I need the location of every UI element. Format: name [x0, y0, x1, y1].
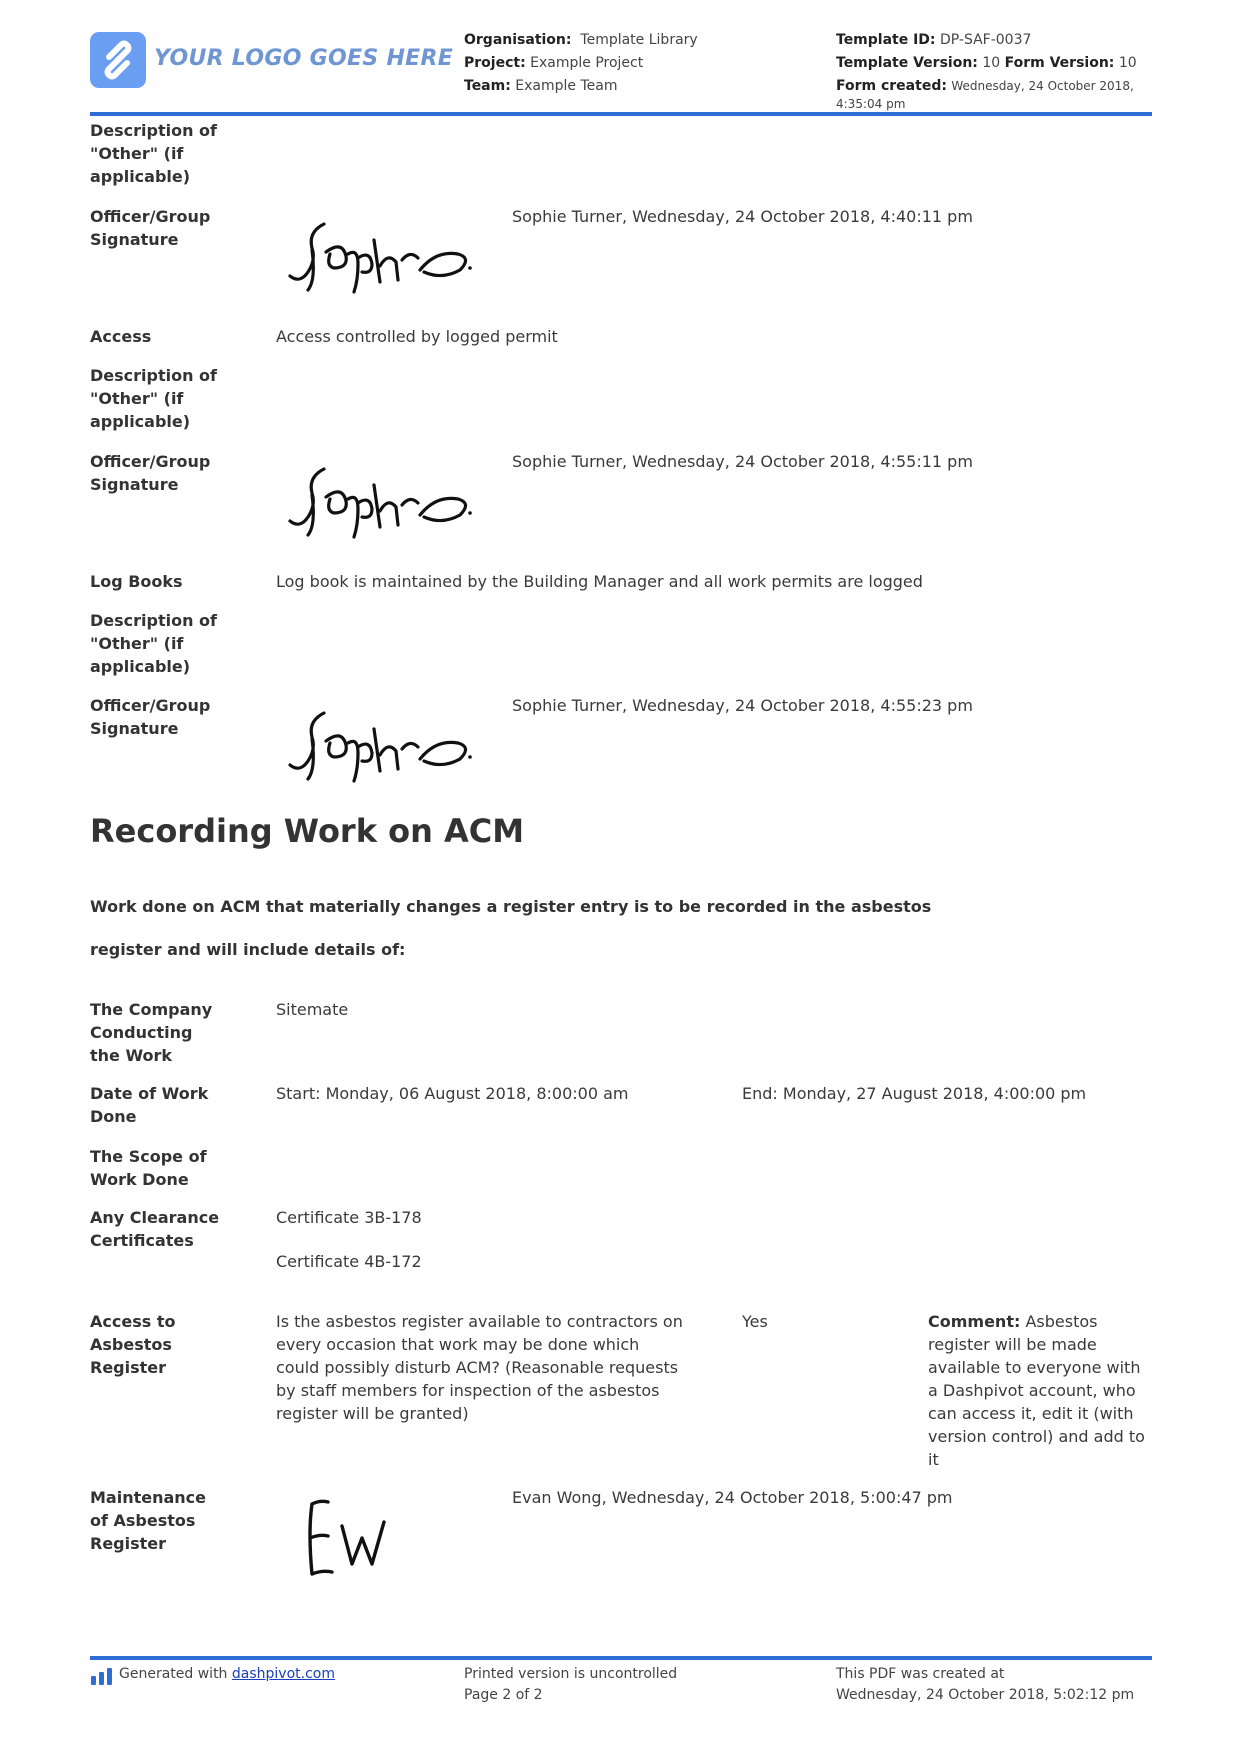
version-line: Template Version: 10 Form Version: 10 [836, 55, 1137, 71]
template-id-line: Template ID: DP-SAF-0037 [836, 32, 1032, 48]
certificate-item: Certificate 4B-172 [276, 1252, 422, 1271]
field-label: The Scope of Work Done [90, 1147, 207, 1189]
certificate-item: Certificate 3B-178 [276, 1208, 422, 1227]
signature-image [298, 1492, 428, 1582]
field-value: Access controlled by logged permit [276, 327, 558, 346]
field-label: Date of Work Done [90, 1084, 209, 1126]
comment-text: Asbestos register will be made available to everyone with a Dashpivot account, who can access it, edit it (with version control) and add to it [928, 1312, 1145, 1469]
logo-text: YOUR LOGO GOES HERE [154, 46, 454, 71]
field-label: Officer/Group Signature [90, 452, 211, 494]
field-label: Any Clearance Certificates [90, 1208, 220, 1250]
field-label: Access [90, 327, 152, 346]
section-intro-line2: register and will include details of: [90, 940, 406, 959]
signature-meta: Sophie Turner, Wednesday, 24 October 2018, 4:40:11 pm [512, 207, 973, 226]
dashpivot-icon [90, 1666, 114, 1686]
pdf-created-label: This PDF was created at [836, 1666, 1005, 1682]
date-start: Start: Monday, 06 August 2018, 8:00:00 am [276, 1084, 629, 1103]
team-line: Team: Example Team [464, 78, 618, 94]
field-label: Access to Asbestos Register [90, 1312, 176, 1377]
field-label: Officer/Group Signature [90, 696, 211, 738]
form-created-line: Form created: Wednesday, 24 October 2018, [836, 78, 1134, 94]
page-number: Page 2 of 2 [464, 1687, 543, 1703]
signature-meta: Sophie Turner, Wednesday, 24 October 2018, 4:55:11 pm [512, 452, 973, 471]
field-label: The Company Conducting the Work [90, 1000, 213, 1065]
field-value: Sitemate [276, 1000, 349, 1019]
access-answer: Yes [742, 1312, 768, 1331]
field-label: Officer/Group Signature [90, 207, 211, 249]
signature-meta: Sophie Turner, Wednesday, 24 October 2018, 4:55:23 pm [512, 696, 973, 715]
field-label: Log Books [90, 572, 183, 591]
pdf-created-value: Wednesday, 24 October 2018, 5:02:12 pm [836, 1687, 1135, 1703]
dashpivot-link[interactable]: dashpivot.com [231, 1666, 335, 1682]
signature-image [286, 699, 476, 789]
section-intro-line1: Work done on ACM that materially changes a register entry is to be recorded in the asbestos [90, 897, 932, 916]
signature-image [286, 210, 476, 300]
logo-icon [90, 32, 146, 88]
access-question: Is the asbestos register available to contractors on every occasion that work may be done which could possibly disturb ACM? (Reasonable requests by staff members for inspection of the asbestos register will be granted) [276, 1312, 683, 1423]
org-line: Organisation: Template Library [464, 32, 698, 48]
project-line: Project: Example Project [464, 55, 644, 71]
generated-with: Generated with dashpivot.com [119, 1666, 335, 1682]
signature-image [286, 455, 476, 545]
header-rule [90, 112, 1152, 116]
field-label: Description of "Other" (if applicable) [90, 121, 218, 186]
field-value: Log book is maintained by the Building Manager and all work permits are logged [276, 572, 923, 591]
comment-label: Comment: [928, 1312, 1021, 1331]
field-label: Description of "Other" (if applicable) [90, 366, 218, 431]
logo [90, 32, 146, 88]
signature-meta: Evan Wong, Wednesday, 24 October 2018, 5:00:47 pm [512, 1488, 953, 1507]
field-label: Description of "Other" (if applicable) [90, 611, 218, 676]
date-end: End: Monday, 27 August 2018, 4:00:00 pm [742, 1084, 1087, 1103]
access-comment [928, 1310, 1154, 1471]
field-label: Maintenance of Asbestos Register [90, 1488, 207, 1553]
footer-rule [90, 1656, 1152, 1660]
uncontrolled-note: Printed version is uncontrolled [464, 1666, 678, 1682]
section-title: Recording Work on ACM [90, 812, 525, 850]
form-created-time: 4:35:04 pm [836, 97, 906, 111]
